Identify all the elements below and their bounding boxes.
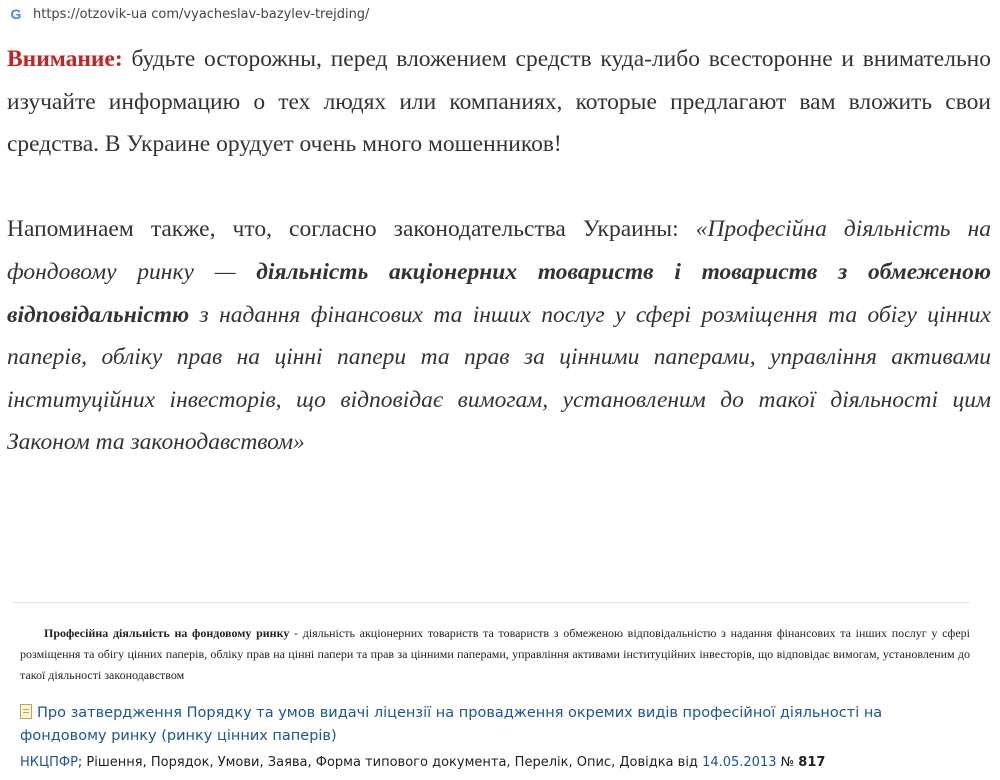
law-paragraph xyxy=(7,208,991,464)
document-definition xyxy=(20,623,970,686)
document-link-row[interactable] xyxy=(20,702,970,748)
document-date[interactable]: 14.05.2013 xyxy=(702,755,777,770)
document-meta xyxy=(20,754,970,772)
warning-label: Внимание: xyxy=(7,46,123,72)
document-number: 817 xyxy=(798,755,826,770)
quote-part-2: з надання фінансових та інших послуг у сфері розміщення та обігу цінних паперів, обліку прав на цінні папери та прав за цінними паперами, управління активами інституційних інвесторів, що відповідає вимогам, установленим до такої діяльності цим Законом та законодавством» xyxy=(7,301,991,456)
document-icon xyxy=(20,704,32,719)
quote-bold: діяльність акціонерних товариств і товариств з обмеженою відповідальністю xyxy=(7,258,991,328)
definition-text: - діяльність акціонерних товариств та товариств з обмеженою відповідальністю з надання фінансових та інших послуг у сфері розміщення та обігу цінних паперів, обліку прав на цінні папери та прав за цінними паперами, управління активами інституційних інвесторів, що відповідає вимогам, установленим до такої діяльності законодавством xyxy=(20,626,970,682)
number-label: № xyxy=(776,755,799,770)
article-body xyxy=(7,38,991,464)
document-link[interactable]: Про затвердження Порядку та умов видачі ліцензії на провадження окремих видів професійної діяльності на фондовому ринку (ринку цінних паперів) xyxy=(20,705,883,744)
google-icon: G xyxy=(10,6,22,22)
warning-text: будьте осторожны, перед вложением средств куда-либо всесторонне и внимательно изучайте информацию о тех людях или компаниях, которые предлагают вам вложить свои средства. В Украине орудует очень много мошенников! xyxy=(7,46,992,158)
address-bar[interactable] xyxy=(0,0,1000,28)
issuer-link[interactable]: НКЦПФР xyxy=(20,755,78,770)
document-types: ; Рішення, Порядок, Умови, Заява, Форма типового документа, Перелік, Опис, Довідка від xyxy=(77,755,703,770)
law-quote xyxy=(7,216,991,455)
warning-paragraph xyxy=(7,38,991,166)
url-text[interactable]: https://otzovik-ua com/vyacheslav-bazylev-trejding/ xyxy=(33,6,370,22)
reminder-text: Напоминаем также, что, согласно законодательства Украины: xyxy=(7,216,696,243)
quote-part-1: «Професійна діяльність на фондовому ринку — xyxy=(7,216,991,285)
document-screenshot xyxy=(12,602,970,779)
definition-term: Професійна діяльність на фондовому ринку xyxy=(44,626,290,640)
